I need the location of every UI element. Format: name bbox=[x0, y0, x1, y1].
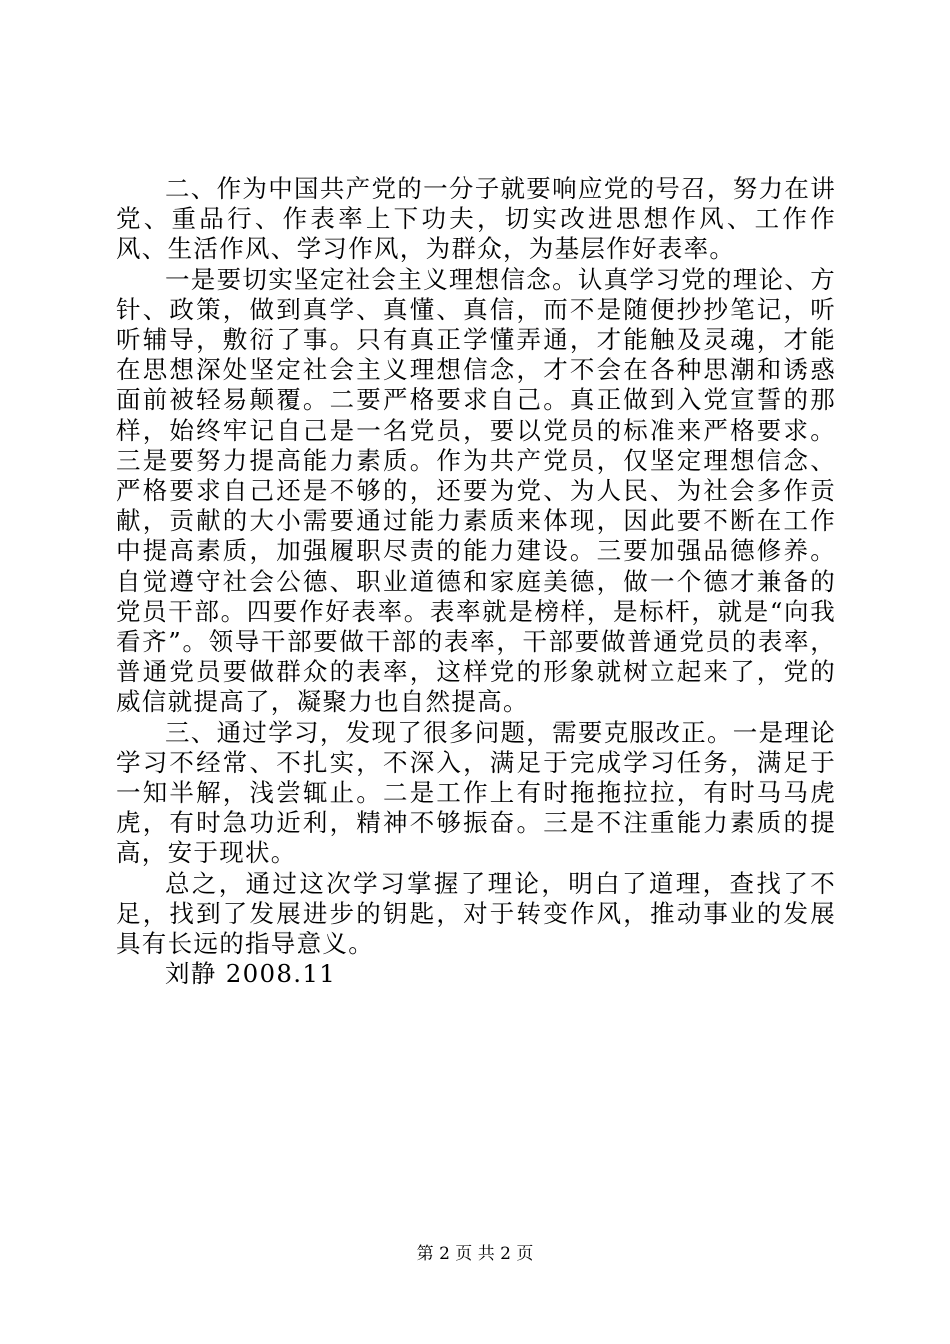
page-number-footer: 第 2 页 共 2 页 bbox=[416, 1244, 534, 1264]
paragraph-conclusion: 总之，通过这次学习掌握了理论，明白了道理，查找了不足，找到了发展进步的钥匙，对于转变作风，推动事业的发展具有长远的指导意义。 bbox=[116, 868, 836, 959]
author-signature: 刘静 2008.11 bbox=[165, 959, 337, 989]
document-body bbox=[116, 174, 836, 989]
paragraph-requirements: 一是要切实坚定社会主义理想信念。认真学习党的理论、方针、政策，做到真学、真懂、真信，而不是随便抄抄笔记，听听辅导，敷衍了事。只有真正学懂弄通，才能触及灵魂，才能在思想深处坚定社会主义理想信念，才不会在各种思潮和诱惑面前被轻易颠覆。二要严格要求自己。真正做到入党宣誓的那样，始终牢记自己是一名党员，要以党员的标准来严格要求。三是要努力提高能力素质。作为共产党员，仅坚定理想信念、严格要求自己还是不够的，还要为党、为人民、为社会多作贡献，贡献的大小需要通过能力素质来体现，因此要不断在工作中提高素质，加强履职尽责的能力建设。三要加强品德修养。自觉遵守社会公德、职业道德和家庭美德，做一个德才兼备的党员干部。四要作好表率。表率就是榜样，是标杆，就是“向我看齐”。领导干部要做干部的表率，干部要做普通党员的表率，普通党员要做群众的表率，这样党的形象就树立起来了，党的威信就提高了，凝聚力也自然提高。 bbox=[116, 264, 836, 717]
paragraph-section-three: 三、通过学习，发现了很多问题，需要克服改正。一是理论学习不经常、不扎实，不深入，满足于完成学习任务，满足于一知半解，浅尝辄止。二是工作上有时拖拖拉拉，有时马马虎虎，有时急功近利，精神不够振奋。三是不注重能力素质的提高，安于现状。 bbox=[116, 717, 836, 868]
paragraph-section-two: 二、作为中国共产党的一分子就要响应党的号召，努力在讲党、重品行、作表率上下功夫，切实改进思想作风、工作作风、生活作风、学习作风，为群众，为基层作好表率。 bbox=[116, 174, 836, 264]
